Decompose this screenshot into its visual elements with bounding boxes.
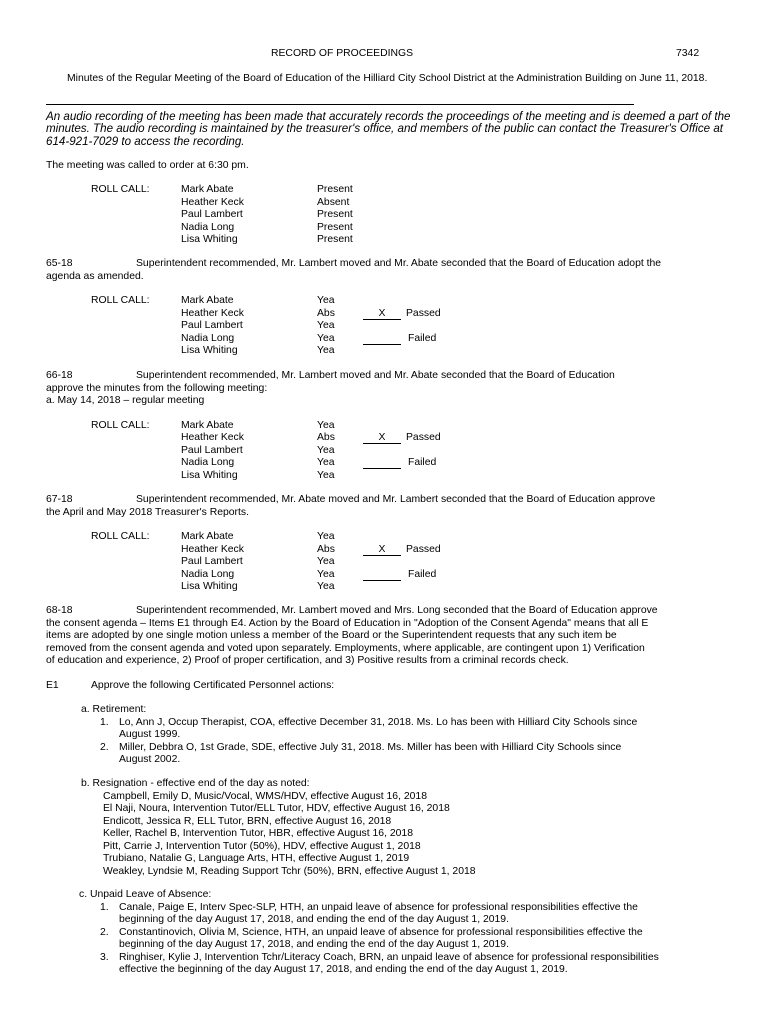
list-item: Miller, Debbra O, 1st Grade, SDE, effective July 31, 2018. Ms. Miller has been with Hilliard City Schools since [119,741,622,753]
member-name: Lisa Whiting [181,469,238,481]
member-name: Mark Abate [181,295,234,306]
failed-blank [363,457,401,469]
vote: Yea [317,531,335,542]
member-name: Paul Lambert [181,556,243,567]
member-name: Heather Keck [181,196,244,208]
passed-checkmark [363,544,401,556]
motion-text-continued: the consent agenda – Items E1 through E4. Action by the Board of Education in "Adoption of the Consent Agenda" means that all E [46,617,649,629]
header-rule [46,104,634,105]
member-name: Nadia Long [181,332,235,344]
passed-mark: X [378,543,386,555]
list-number: 3. [100,951,109,963]
motion-text-continued: removed from the consent agenda and voted upon separately. Employments, where applicable, are contingent upon 1) Verification [46,642,645,654]
list-item: Weakley, Lyndsie M, Reading Support Tchr (50%), BRN, effective August 1, 2018 [103,865,476,877]
roll-call-label: ROLL CALL: [91,531,150,542]
motion-text: Superintendent recommended, Mr. Lambert moved and Mr. Abate seconded that the Board of Education [136,370,615,381]
member-name: Nadia Long [181,221,235,233]
item-label: E1 [46,680,59,691]
list-item: beginning of the day August 17, 2018, and ending the end of the day August 1, 2019. [119,914,509,925]
list-item: Trubiano, Natalie G, Language Arts, HTH, effective August 1, 2019 [103,853,410,864]
vote: Yea [317,556,335,567]
member-name: Heather Keck [181,432,244,443]
attendance-status: Present [317,184,353,195]
motion-number: 65-18 [46,258,73,269]
motion-text: Superintendent recommended, Mr. Lambert moved and Mrs. Long seconded that the Board of Education approve [136,605,658,616]
list-item: effective the beginning of the day August 17, 2018, and ending the end of the day August 1, 2019. [119,964,568,975]
motion-item: a. May 14, 2018 – regular meeting [46,395,205,406]
list-item: August 2002. [119,754,181,765]
vote: Abs [317,307,335,319]
call-to-order: The meeting was called to order at 6:30 pm. [46,160,249,171]
motion-text-continued: agenda as amended. [46,270,144,282]
motion-text-continued: approve the minutes from the following meeting: [46,382,268,394]
vote: Yea [317,444,335,456]
motion-text-continued: of education and experience, 2) Proof of proper certification, and 3) Positive results from a criminal records check. [46,655,569,666]
passed-mark: X [378,432,386,443]
list-number: 2. [100,741,109,753]
list-item: Endicott, Jessica R, ELL Tutor, BRN, effective August 16, 2018 [103,815,392,827]
member-name: Paul Lambert [181,320,243,331]
audio-notice: An audio recording of the meeting has been made that accurately records the proceedings of the meeting and is deemed a part of the minutes. The audio recording is maintained by the treasurer's office, and members of the public can contact the Treasurer's Office at 614-921-7029 to access the recording. [46,110,731,148]
member-name: Heather Keck [181,307,244,319]
section-heading: a. Retirement: [81,704,147,715]
vote: Yea [317,419,335,431]
member-name: Mark Abate [181,419,234,431]
member-name: Mark Abate [181,184,234,195]
item-title: Approve the following Certificated Personnel actions: [91,680,335,691]
member-name: Paul Lambert [181,209,243,220]
list-item: Pitt, Carrie J, Intervention Tutor (50%), HDV, effective August 1, 2018 [103,840,421,852]
list-item: Constantinovich, Olivia M, Science, HTH, an unpaid leave of absence for professional responsibilities effective the [119,926,643,938]
list-number: 1. [100,716,109,728]
list-item: Keller, Rachel B, Intervention Tutor, HBR, effective August 16, 2018 [103,828,413,839]
vote: Yea [317,332,335,344]
vote: Yea [317,457,335,468]
attendance-status: Present [317,209,353,220]
page-header-title: RECORD OF PROCEEDINGS [271,48,414,59]
member-name: Nadia Long [181,568,235,580]
roll-call-label: ROLL CALL: [91,295,150,306]
motion-text: Superintendent recommended, Mr. Lambert moved and Mr. Abate seconded that the Board of Education adopt the [136,258,662,269]
member-name: Heather Keck [181,543,244,555]
passed-mark: X [378,307,386,319]
member-name: Lisa Whiting [181,345,238,356]
motion-number: 68-18 [46,605,73,616]
passed-checkmark [363,432,401,444]
list-item: Ringhiser, Kylie J, Intervention Tchr/Literacy Coach, BRN, an unpaid leave of absence for professional responsibilities [119,951,659,963]
list-number: 2. [100,926,109,938]
list-item: Canale, Paige E, Interv Spec-SLP, HTH, an unpaid leave of absence for professional responsibilities effective the [119,901,638,913]
failed-blank [363,569,401,581]
vote: Yea [317,581,335,592]
list-item: August 1999. [119,729,181,740]
motion-number: 66-18 [46,370,73,381]
list-number: 1. [100,901,109,913]
passed-label: Passed [406,432,441,443]
passed-checkmark [363,308,401,320]
roll-call-label: ROLL CALL: [91,419,150,431]
member-name: Lisa Whiting [181,581,238,592]
vote: Yea [317,345,335,356]
failed-label: Failed [408,332,437,344]
motion-text-continued: the April and May 2018 Treasurer's Reports. [46,506,249,518]
section-heading: c. Unpaid Leave of Absence: [79,889,212,900]
intro-text: Minutes of the Regular Meeting of the Board of Education of the Hilliard City School District at the Administration Building on June 11, 2018. [67,73,708,84]
passed-label: Passed [406,543,441,555]
member-name: Mark Abate [181,531,234,542]
list-item: Campbell, Emily D, Music/Vocal, WMS/HDV, effective August 16, 2018 [103,790,427,802]
motion-number: 67-18 [46,494,73,505]
attendance-status: Present [317,221,353,233]
roll-call-label: ROLL CALL: [91,184,150,195]
vote: Yea [317,469,335,481]
list-item: Lo, Ann J, Occup Therapist, COA, effective December 31, 2018. Ms. Lo has been with Hilliard City Schools since [119,716,638,728]
member-name: Lisa Whiting [181,234,238,245]
motion-text: Superintendent recommended, Mr. Abate moved and Mr. Lambert seconded that the Board of Education approve [136,494,656,505]
page-number: 7342 [676,48,700,59]
vote: Yea [317,320,335,331]
motion-text-continued: items are adopted by one single motion unless a member of the Board or the Superintendent requests that any such item be [46,630,617,641]
failed-blank [363,333,401,345]
vote: Abs [317,432,335,443]
list-item: El Naji, Noura, Intervention Tutor/ELL Tutor, HDV, effective August 16, 2018 [103,803,450,814]
member-name: Paul Lambert [181,444,243,456]
failed-label: Failed [408,568,437,580]
member-name: Nadia Long [181,457,235,468]
list-item: beginning of the day August 17, 2018, and ending the end of the day August 1, 2019. [119,939,509,950]
attendance-status: Present [317,234,353,245]
vote: Yea [317,295,335,306]
vote: Yea [317,568,335,580]
attendance-status: Absent [317,196,350,208]
section-heading: b. Resignation - effective end of the day as noted: [81,778,310,789]
vote: Abs [317,543,335,555]
failed-label: Failed [408,457,437,468]
passed-label: Passed [406,307,441,319]
